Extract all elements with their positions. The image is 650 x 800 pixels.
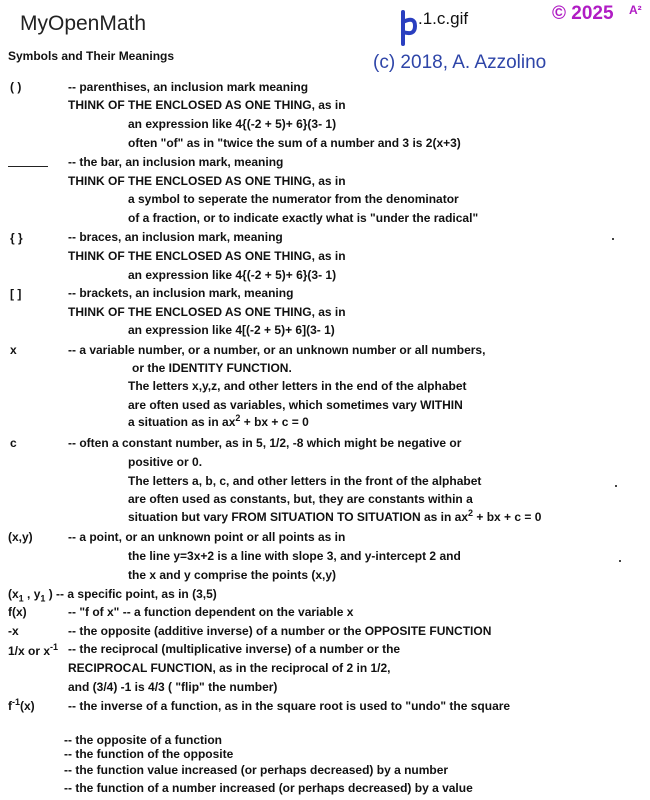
symbol-parentheses: ( ) (10, 80, 22, 94)
speck (615, 485, 617, 487)
a2-logo-icon: A² (629, 3, 642, 17)
entry-line: are often used as constants, but, they are constants within a (128, 492, 473, 506)
entry-line-equation: situation but vary FROM SITUATION TO SITUATION as in $ax^2$ + bx + c = 0 (128, 508, 542, 524)
entry-line: -- the opposite (additive inverse) of a number or the OPPOSITE FUNCTION (68, 624, 492, 638)
entry-line: -- the bar, an inclusion mark, meaning (68, 155, 284, 169)
entry-line: The letters a, b, c, and other letters in the front of the alphabet (128, 474, 482, 488)
entry-line: an expression like 4{(-2 + 5)+ 6}(3- 1) (128, 117, 337, 131)
entry-line-equation: a situation as in $ax^2$ + bx + c = 0 (128, 413, 309, 429)
entry-line: a symbol to seperate the numerator from the denominator (128, 192, 459, 206)
symbol-x: x (10, 343, 17, 357)
entry-line: often "of" as in "twice the sum of a number and 3 is 2(x+3) (128, 136, 461, 150)
entry-line: -- the function value increased (or perhaps decreased) by a number (64, 763, 449, 777)
file-name: .1.c.gif (418, 9, 469, 28)
entry-line: -- the opposite of a function (64, 733, 222, 747)
entry-line: and (3/4) -1 is 4/3 ( "flip" the number) (68, 680, 278, 694)
entry-specific-point: ($x_1$ , $y_1$ ) -- a specific point, as in (3,5) (8, 587, 217, 604)
speck (619, 560, 621, 562)
entry-line: THINK OF THE ENCLOSED AS ONE THING, as in (68, 174, 346, 188)
brand-title: MyOpenMath (20, 12, 147, 35)
entry-line: -- a point, or an unknown point or all points as in (68, 530, 346, 544)
entry-line: -- the reciprocal (multiplicative inverse) of a number or the (68, 642, 401, 656)
entry-line: the line y=3x+2 is a line with slope 3, and y-intercept 2 and (128, 549, 461, 563)
symbol-braces: { } (10, 231, 23, 245)
symbol-c: c (10, 436, 17, 450)
entry-line: -- a variable number, or a number, or an unknown number or all numbers, (68, 343, 486, 357)
entry-line: -- "f of x" -- a function dependent on the variable x (68, 605, 354, 619)
author-credit: (c) 2018, A. Azzolino (373, 52, 547, 73)
entry-line: or the IDENTITY FUNCTION. (132, 361, 292, 375)
entry-line: RECIPROCAL FUNCTION, as in the reciprocal of 2 in 1/2, (68, 661, 391, 675)
pen-logo-icon (398, 10, 420, 46)
entry-line: -- the function of the opposite (64, 747, 234, 761)
symbol-point: (x,y) (8, 530, 33, 544)
symbol-reciprocal: 1/x or $x^{-1}$ (8, 642, 59, 658)
entry-line: -- the function of a number increased (or perhaps decreased) by a value (64, 781, 473, 795)
entry-line: The letters x,y,z, and other letters in the end of the alphabet (128, 379, 467, 393)
entry-line: -- braces, an inclusion mark, meaning (68, 230, 283, 244)
entry-line: an expression like 4[(-2 + 5)+ 6](3- 1) (128, 323, 335, 337)
entry-line: of a fraction, or to indicate exactly what is "under the radical" (128, 211, 479, 225)
page-subtitle: Symbols and Their Meanings (8, 49, 175, 63)
speck (612, 238, 614, 240)
symbol-negx: -x (8, 624, 19, 638)
symbol-fx: f(x) (8, 605, 27, 619)
symbol-brackets: [ ] (10, 287, 22, 301)
entry-line: -- often a constant number, as in 5, 1/2, -8 which might be negative or (68, 436, 462, 450)
entry-line: THINK OF THE ENCLOSED AS ONE THING, as in (68, 249, 346, 263)
entry-line: an expression like 4{(-2 + 5)+ 6}(3- 1) (128, 268, 337, 282)
symbol-inverse: $f^{-1}(x)$ (8, 697, 35, 713)
entry-line: THINK OF THE ENCLOSED AS ONE THING, as in (68, 98, 346, 112)
entry-line: the x and y comprise the points (x,y) (128, 568, 337, 582)
entry-line: -- brackets, an inclusion mark, meaning (68, 286, 294, 300)
entry-line: positive or 0. (128, 455, 203, 469)
entry-line: -- the inverse of a function, as in the square root is used to "undo" the square (68, 699, 511, 713)
entry-line: are often used as variables, which sometimes vary WITHIN (128, 398, 463, 412)
bar-symbol (8, 166, 48, 167)
copyright-year: © 2025 (552, 3, 614, 24)
entry-line: -- parenthises, an inclusion mark meaning (68, 80, 309, 94)
entry-line: THINK OF THE ENCLOSED AS ONE THING, as in (68, 305, 346, 319)
